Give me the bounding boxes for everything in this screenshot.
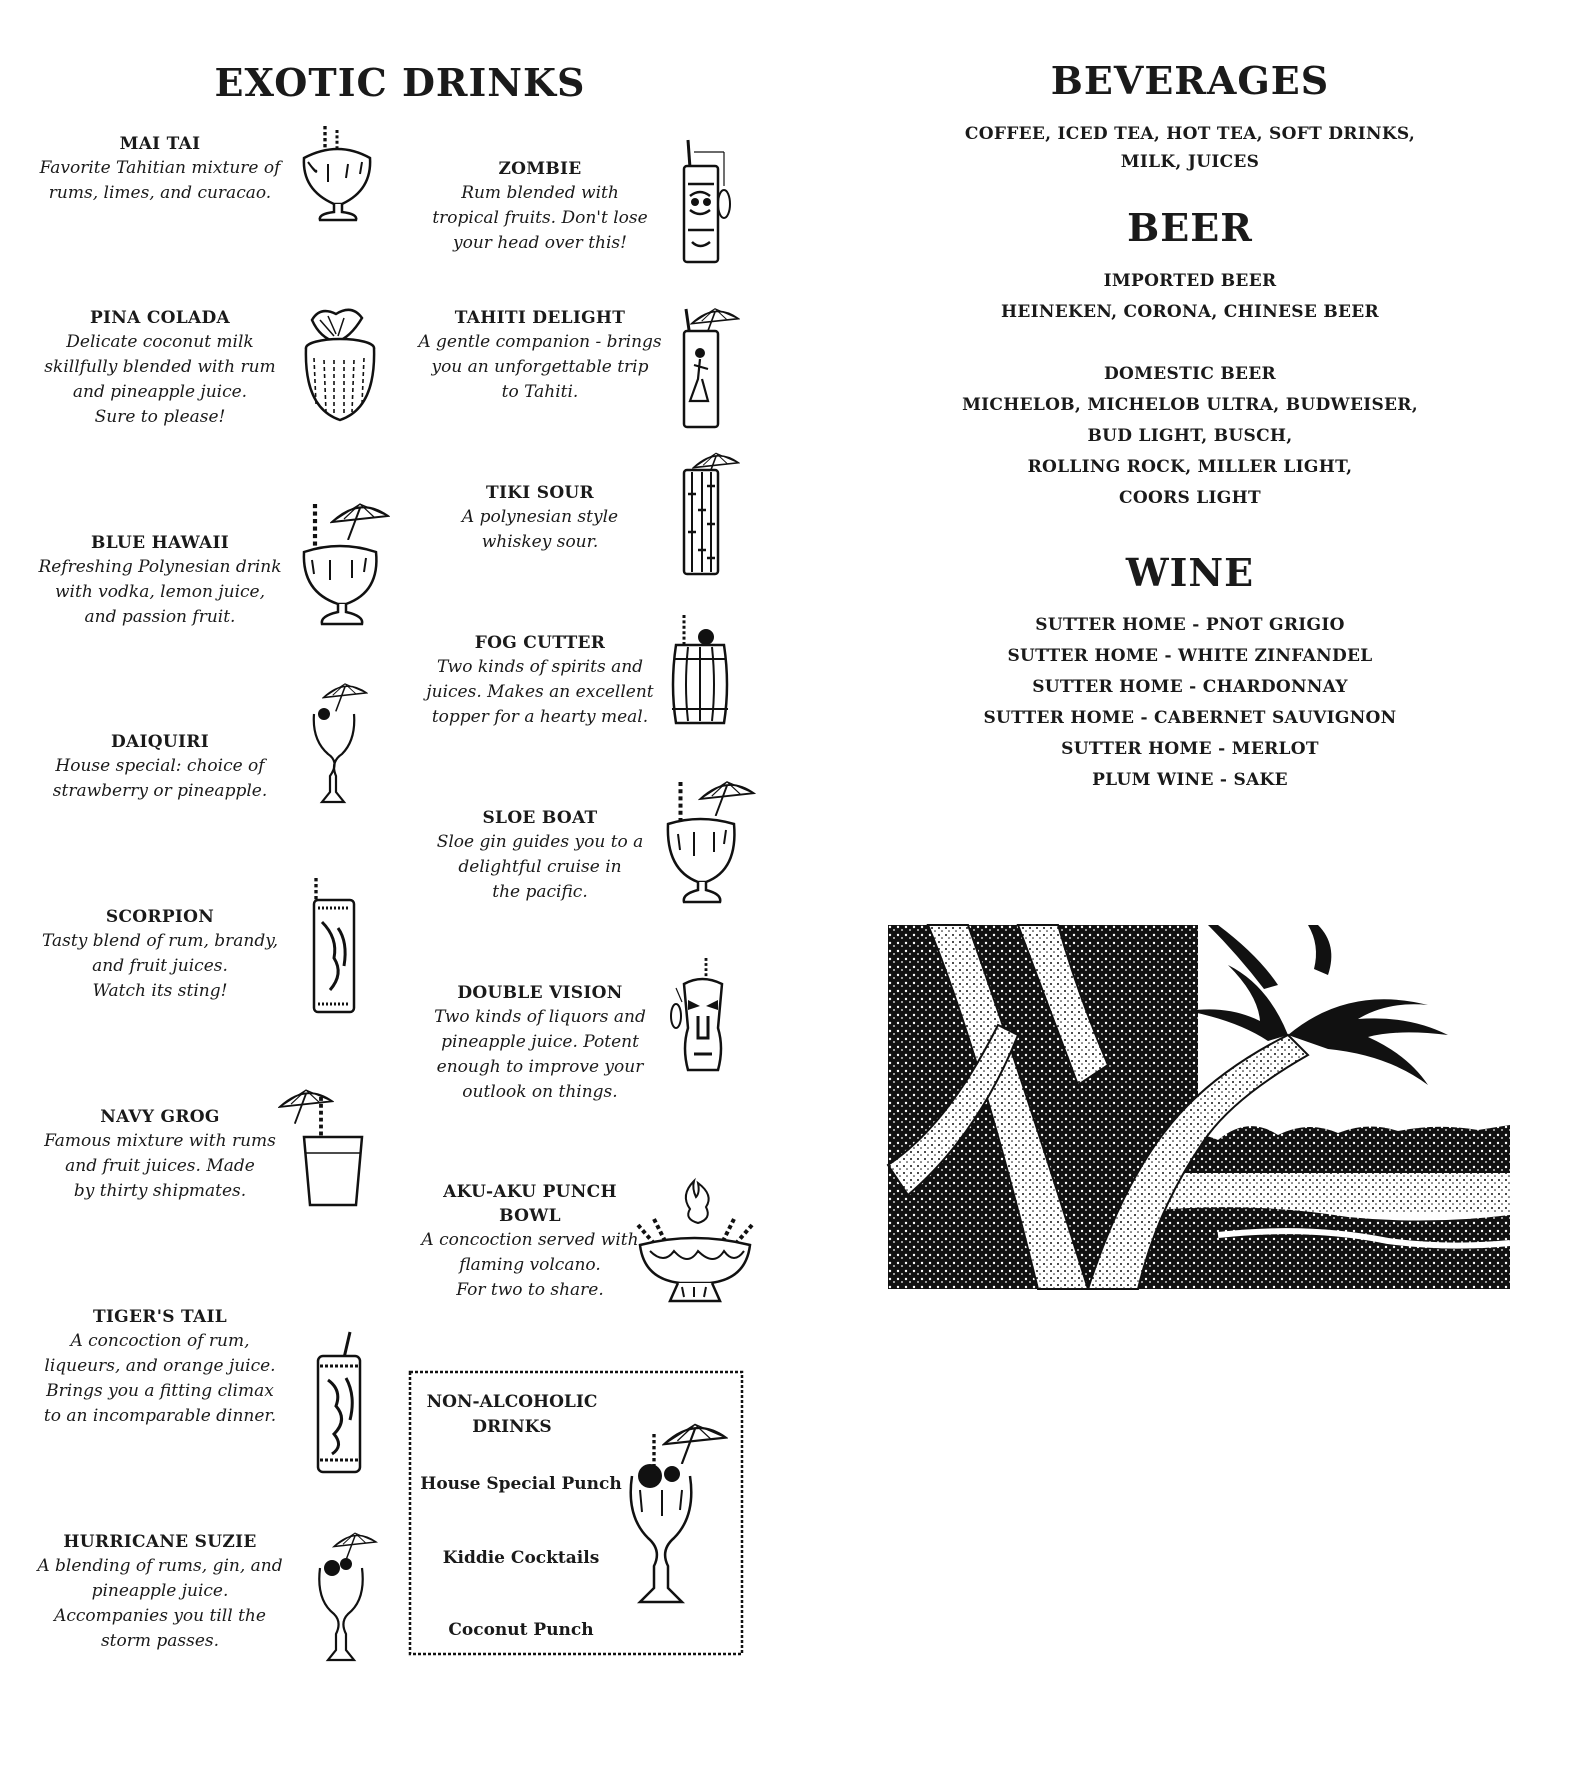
domestic-beer-title: DOMESTIC BEER [1104,364,1276,384]
drink-description: A blending of rums, gin, and pineapple juice. Accompanies you till the storm passes. [37,1556,283,1651]
wine-item: SUTTER HOME - CABERNET SAUVIGNON [983,708,1397,728]
drink-name: DAIQUIRI [111,732,209,752]
drink-tigers-tail [30,1305,290,1429]
drink-name: TAHITI DELIGHT [454,308,626,328]
punch-bowl-icon [634,1175,759,1305]
drink-mai-tai [30,132,290,206]
drink-aku-aku-punch-bowl [400,1180,660,1303]
drink-name: SCORPION [105,907,215,927]
drink-description: A gentle companion - brings you an unforgettable trip to Tahiti. [418,332,662,402]
domestic-beer-line: MICHELOB, MICHELOB ULTRA, BUDWEISER, [962,395,1418,415]
wine-item: SUTTER HOME - MERLOT [1061,739,1319,759]
drink-scorpion [30,905,290,1004]
tiki-mug-icon [680,138,740,263]
drink-description: Two kinds of liquors and pineapple juice. Potent enough to improve your outlook on things. [434,1007,646,1102]
drink-name: BLUE HAWAII [91,533,229,553]
drink-description: Tasty blend of rum, brandy, and fruit juices. Watch its sting! [42,931,278,1001]
drink-name: PINA COLADA [89,308,231,328]
tulip-glass-straws-icon [298,126,378,226]
drink-description: Two kinds of spirits and juices. Makes an excellent topper for a hearty meal. [426,657,654,727]
domestic-beer-line: ROLLING ROCK, MILLER LIGHT, [1027,457,1353,477]
non-alcoholic-drinks-box [406,1368,746,1658]
drink-sloe-boat [410,806,670,905]
bamboo-glass-icon [680,450,740,580]
wine-item: SUTTER HOME - CHARDONNAY [1032,677,1348,697]
drink-description: A polynesian style whiskey sour. [461,507,619,552]
non-alcoholic-glass-icon [622,1420,732,1610]
beer-heading: BEER [1127,205,1253,250]
stemmed-glass-umbrella-icon [300,680,380,810]
beer-list [890,266,1490,514]
drink-blue-hawaii [30,531,290,630]
hula-glass-icon [680,305,740,430]
drink-description: House special: choice of strawberry or pineapple. [52,756,268,801]
tropical-beach-illustration [888,925,1510,1289]
non-alcoholic-item: House Special Punch [420,1474,622,1494]
drink-name: SLOE BOAT [482,808,598,828]
beverages-line: MILK, JUICES [1120,152,1260,172]
drink-description: Refreshing Polynesian drink with vodka, lemon juice, and passion fruit. [38,557,282,627]
exotic-drinks-heading: EXOTIC DRINKS [214,60,586,105]
drink-fog-cutter [410,631,670,730]
drink-name: TIGER'S TAIL [92,1307,228,1327]
drink-description: Sloe gin guides you to a delightful cruise in the pacific. [436,832,644,902]
drink-pina-colada [30,306,290,430]
drink-description: Famous mixture with rums and fruit juices. Made by thirty shipmates. [44,1131,276,1201]
hurricane-glass-icon [312,1530,382,1670]
imported-beer-list: HEINEKEN, CORONA, CHINESE BEER [1001,302,1379,322]
wine-heading: WINE [1125,550,1255,595]
drink-name: TIKI SOUR [486,483,594,503]
drink-name: NAVY GROG [100,1107,220,1127]
drink-description: Delicate coconut milk skillfully blended with rum and pineapple juice. Sure to please! [44,332,276,427]
drink-hurricane-suzie [30,1530,290,1654]
drink-name: DOUBLE VISION [457,983,623,1003]
drink-description: A concoction of rum, liqueurs, and orange juice. Brings you a fitting climax to an incomparable dinner. [43,1331,277,1426]
non-alcoholic-item: Coconut Punch [448,1620,594,1640]
domestic-beer-line: BUD LIGHT, BUSCH, [1087,426,1293,446]
wine-list [890,610,1490,796]
drink-double-vision [410,981,670,1105]
tall-decorated-glass-icon [308,878,368,1018]
tiki-head-mug-icon [668,958,733,1083]
tumbler-umbrella-icon [278,1085,378,1210]
wine-item: SUTTER HOME - PNOT GRIGIO [1035,615,1345,635]
goblet-umbrella-icon [664,778,759,908]
wine-item: SUTTER HOME - WHITE ZINFANDEL [1007,646,1373,666]
drink-name: HURRICANE SUZIE [63,1532,257,1552]
drink-name: ZOMBIE [498,159,582,179]
domestic-beer-line: COORS LIGHT [1119,488,1261,508]
drink-tiki-sour [410,481,670,555]
barrel-mug-icon [668,615,733,730]
drink-name: AKU-AKU PUNCH BOWL [443,1182,617,1226]
wine-item: PLUM WINE - SAKE [1092,770,1288,790]
non-alcoholic-item: Kiddie Cocktails [442,1548,600,1568]
coconut-cup-icon [300,308,380,428]
drink-navy-grog [30,1105,290,1204]
drink-description: Rum blended with tropical fruits. Don't lose your head over this! [432,183,648,253]
drink-description: Favorite Tahitian mixture of rums, limes, and curacao. [39,158,281,203]
drink-daiquiri [30,730,290,804]
tiger-glass-icon [310,1330,370,1480]
snifter-umbrella-icon [300,500,390,630]
beverages-heading: BEVERAGES [1050,58,1330,103]
drink-name: MAI TAI [119,134,201,154]
beverages-list [890,120,1490,176]
beverages-line: COFFEE, ICED TEA, HOT TEA, SOFT DRINKS, [964,124,1416,144]
drink-description: A concoction served with flaming volcano. For two to share. [421,1230,639,1300]
drink-tahiti-delight [410,306,670,405]
drink-zombie [410,157,670,256]
drink-name: FOG CUTTER [474,633,606,653]
imported-beer-title: IMPORTED BEER [1103,271,1277,291]
non-alcoholic-title: NON-ALCOHOLIC DRINKS [426,1392,598,1437]
